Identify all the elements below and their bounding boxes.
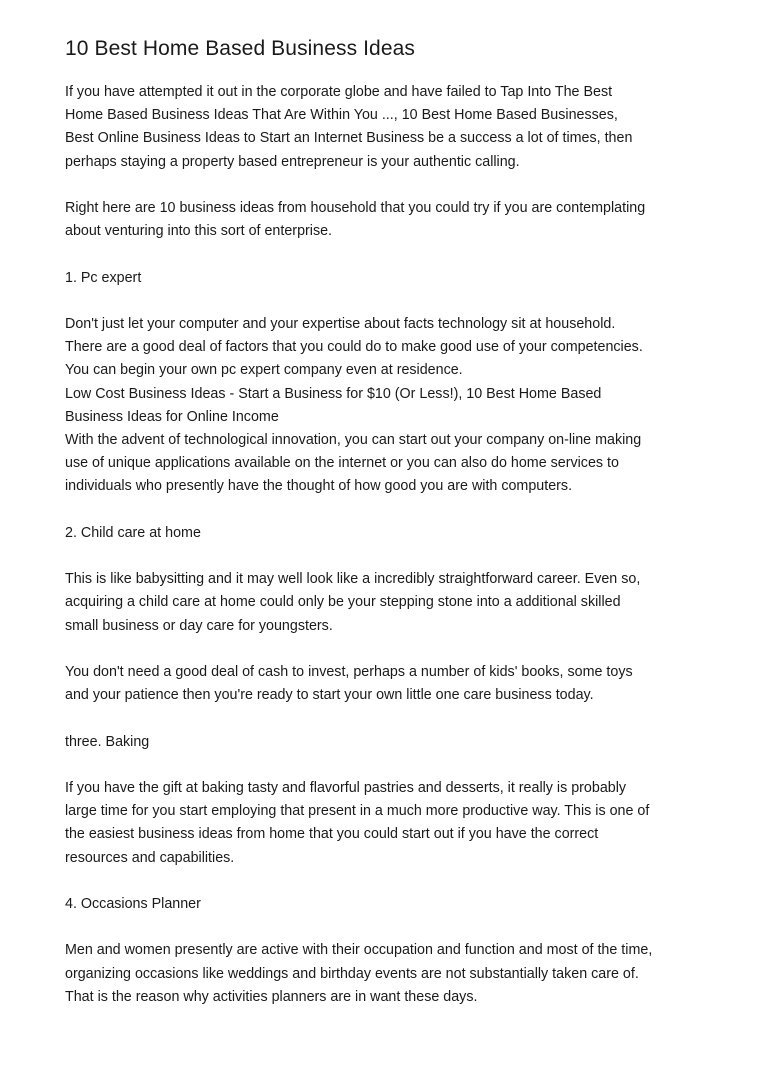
paragraph-gap xyxy=(65,916,728,939)
text-line: Right here are 10 business ideas from household that you could try if you are contemplating xyxy=(65,200,646,216)
page-title: 10 Best Home Based Business Ideas xyxy=(65,37,415,60)
text-line: 2. Child care at home xyxy=(65,524,201,541)
text-line: Business Ideas for Online Income xyxy=(65,408,279,425)
text-line: Best Online Business Ideas to Start an Internet Business be a success a lot of times, then xyxy=(65,130,633,147)
text-line: Home Based Business Ideas That Are Within You ..., 10 Best Home Based Businesses, xyxy=(65,107,618,124)
text-line: This is like babysitting and it may well look like a incredibly straightforward career. Even so, xyxy=(65,571,641,588)
text-line: Men and women presently are active with their occupation and function and most of the time, xyxy=(65,942,653,959)
text-line: about venturing into this sort of enterprise. xyxy=(65,223,333,240)
text-line: resources and capabilities. xyxy=(65,849,235,866)
document-body xyxy=(65,81,728,1009)
text-line: and your patience then you're ready to start your own little one care business today. xyxy=(65,687,594,704)
text-line: With the advent of technological innovation, you can start out your company on-line making xyxy=(65,432,642,448)
text-line: perhaps staying a property based entrepreneur is your authentic calling. xyxy=(65,153,520,170)
text-line: individuals who presently have the thought of how good you are with computers. xyxy=(65,478,573,495)
paragraph-gap xyxy=(65,243,728,266)
text-line: small business or day care for youngsters. xyxy=(65,617,333,634)
text-line: Don't just let your computer and your expertise about facts technology sit at household. xyxy=(65,315,616,332)
paragraph-gap xyxy=(65,545,728,568)
text-line: the easiest business ideas from home that you could start out if you have the correct xyxy=(65,826,599,843)
paragraph-gap xyxy=(65,707,728,730)
paragraph-gap xyxy=(65,174,728,197)
text-line: 4. Occasions Planner xyxy=(65,895,201,912)
text-line: If you have attempted it out in the corporate globe and have failed to Tap Into The Best xyxy=(65,84,613,100)
text-line: You can begin your own pc expert company even at residence. xyxy=(65,362,463,379)
text-line: There are a good deal of factors that you could do to make good use of your competencies. xyxy=(65,339,643,356)
text-line: Low Cost Business Ideas - Start a Business for $10 (Or Less!), 10 Best Home Based xyxy=(65,385,602,402)
text-line: use of unique applications available on the internet or you can also do home services to xyxy=(65,455,619,472)
text-line: 1. Pc expert xyxy=(65,269,142,286)
text-line: If you have the gift at baking tasty and flavorful pastries and desserts, it really is probably xyxy=(65,779,627,796)
text-line: You don't need a good deal of cash to invest, perhaps a number of kids' books, some toys xyxy=(65,663,633,680)
paragraph-gap xyxy=(65,290,728,313)
text-line: large time for you start employing that present in a much more productive way. This is one of xyxy=(65,803,650,820)
text-line: organizing occasions like weddings and birthday events are not substantially taken care of. xyxy=(65,965,639,982)
text-line: three. Baking xyxy=(65,733,150,750)
text-line: That is the reason why activities planners are in want these days. xyxy=(65,988,478,1005)
paragraph-gap xyxy=(65,754,728,777)
paragraph-gap xyxy=(65,638,728,661)
text-line: acquiring a child care at home could only be your stepping stone into a additional skilled xyxy=(65,594,621,611)
paragraph-gap xyxy=(65,499,728,522)
paragraph-gap xyxy=(65,870,728,893)
